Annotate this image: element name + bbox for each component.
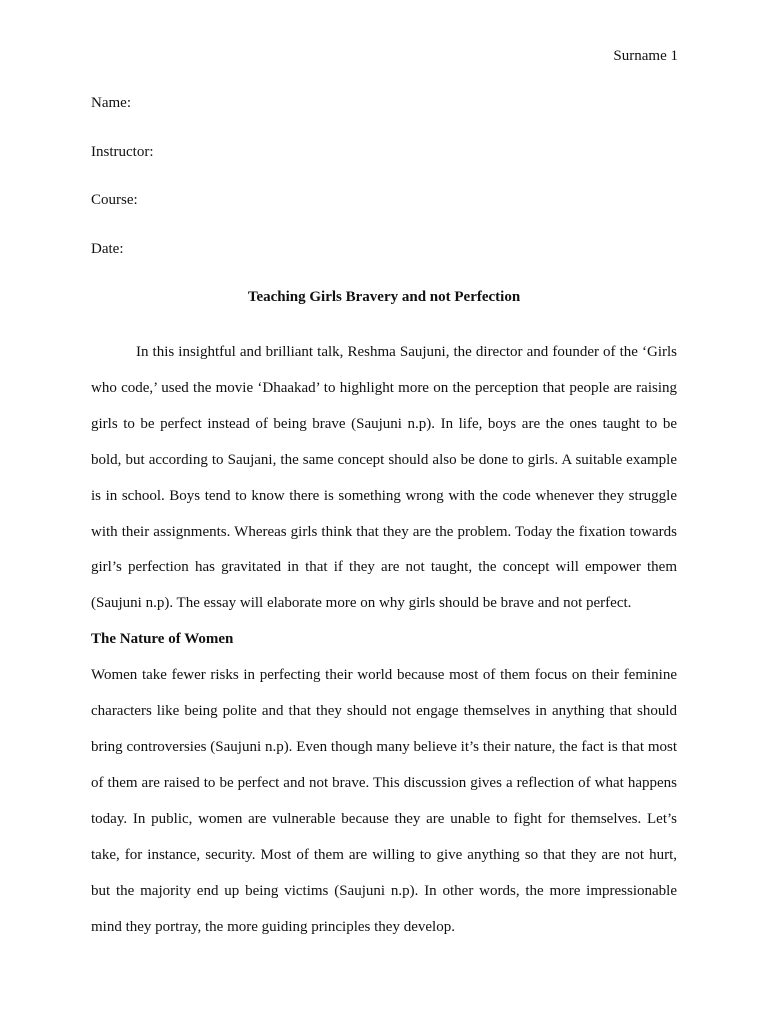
date-label: Date: xyxy=(91,240,124,257)
student-info-block xyxy=(91,91,677,285)
instructor-label: Instructor: xyxy=(91,143,154,160)
document-body xyxy=(91,91,677,945)
essay-title: Teaching Girls Bravery and not Perfection xyxy=(247,289,521,305)
section-heading: The Nature of Women xyxy=(91,631,234,648)
course-label: Course: xyxy=(91,192,138,208)
running-head: Surname 1 xyxy=(613,48,678,64)
section-paragraph: Women take fewer risks in perfecting their world because most of them focus on their feminine characters like being polite and that they should not engage themselves in anything that should bring controversies (Saujuni n.p). Even though many believe it’s their nature, the fact is that most of them are raised to be perfect and not brave. This discussion gives a reflection of what happens today. In public, women are vulnerable because they are unable to fight for themselves. Let’s take, for instance, security. Most of them are willing to give anything so that they are not hurt, but the majority end up being victims (Saujuni n.p). In other words, the more impressionable mind they portray, the more guiding principles they develop. xyxy=(91,667,677,935)
name-label: Name: xyxy=(91,95,131,111)
intro-paragraph: In this insightful and brilliant talk, Reshma Saujuni, the director and founder of the ‘Girls who code,’ used the movie ‘Dhaakad’ to highlight more on the perception that people are raising girls to be perfect instead of being brave (Saujuni n.p). In life, boys are the ones taught to be bold, but according to Saujani, the same concept should also be done to girls. A suitable example is in school. Boys tend to know there is something wrong with the code whenever they struggle with their assignments. Whereas girls think that they are the problem. Today the fixation towards girl’s perfection has gravitated in that if they are not taught, the concept will empower them (Saujuni n.p). The essay will elaborate more on why girls should be brave and not perfect. xyxy=(91,344,677,612)
